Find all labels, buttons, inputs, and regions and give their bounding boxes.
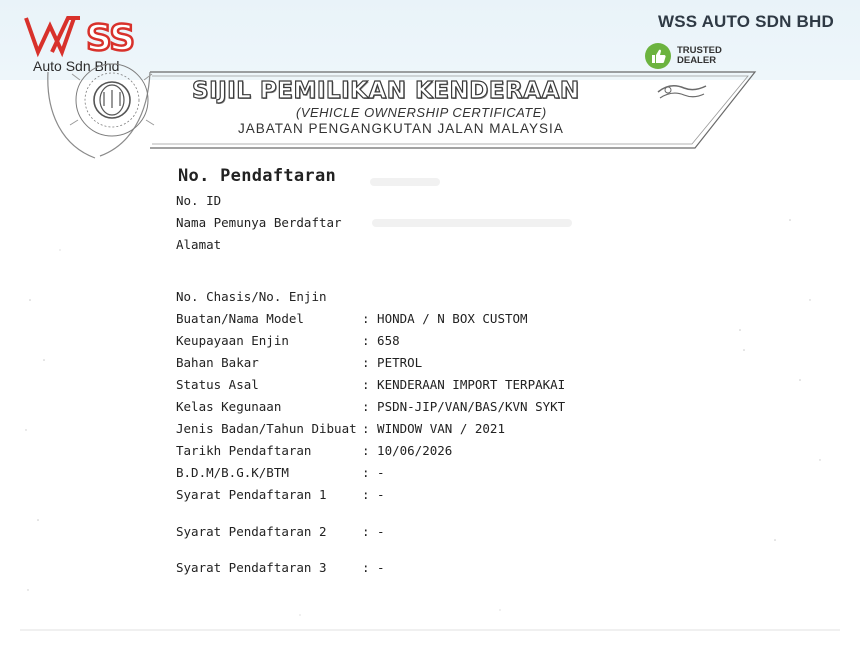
field-value: : - bbox=[362, 487, 385, 502]
field-value: : HONDA / N BOX CUSTOM bbox=[362, 311, 528, 326]
field-value: : PSDN-JIP/VAN/BAS/KVN SYKT bbox=[362, 399, 566, 414]
redacted-registration bbox=[370, 178, 440, 186]
field-value: : WINDOW VAN / 2021 bbox=[362, 421, 505, 436]
field-value: : 10/06/2026 bbox=[362, 443, 453, 458]
id-no-label: No. ID bbox=[176, 193, 222, 208]
field-label: Syarat Pendaftaran 1 bbox=[176, 487, 327, 502]
dealer-name: WSS AUTO SDN BHD bbox=[657, 12, 834, 31]
field-label: B.D.M/B.G.K/BTM bbox=[176, 465, 289, 480]
field-value: : 658 bbox=[362, 333, 400, 348]
logo-subtitle: Auto Sdn Bhd bbox=[33, 58, 120, 74]
field-value: : - bbox=[362, 465, 385, 480]
field-label: Syarat Pendaftaran 2 bbox=[176, 524, 327, 539]
field-label: Jenis Badan/Tahun Dibuat bbox=[176, 421, 357, 436]
field-label: Kelas Kegunaan bbox=[176, 399, 282, 414]
badge-line-2: DEALER bbox=[677, 55, 717, 66]
emblem-icon bbox=[658, 86, 706, 98]
svg-text:SS: SS bbox=[86, 18, 135, 59]
redacted-owner bbox=[372, 219, 572, 227]
badge-line-1: TRUSTED bbox=[677, 45, 722, 56]
field-label: Syarat Pendaftaran 3 bbox=[176, 560, 327, 575]
owner-name-label: Nama Pemunya Berdaftar bbox=[176, 215, 342, 230]
field-label: Status Asal bbox=[176, 377, 259, 392]
field-label: Bahan Bakar bbox=[176, 355, 259, 370]
address-label: Alamat bbox=[176, 237, 222, 252]
field-label: Keupayaan Enjin bbox=[176, 333, 289, 348]
certificate-title: SIJIL PEMILIKAN KENDERAAN bbox=[192, 78, 580, 104]
jpj-crest-icon bbox=[70, 64, 154, 136]
field-value: : - bbox=[362, 524, 385, 539]
certificate-subtitle: (VEHICLE OWNERSHIP CERTIFICATE) bbox=[296, 105, 547, 120]
field-label: Buatan/Nama Model bbox=[176, 311, 304, 326]
certificate-department: JABATAN PENGANGKUTAN JALAN MALAYSIA bbox=[238, 121, 564, 136]
registration-no-label: No. Pendaftaran bbox=[178, 166, 337, 186]
field-value: : PETROL bbox=[362, 355, 423, 370]
field-label: Tarikh Pendaftaran bbox=[176, 443, 312, 458]
chassis-engine-label: No. Chasis/No. Enjin bbox=[176, 289, 327, 304]
field-value: : - bbox=[362, 560, 385, 575]
field-value: : KENDERAAN IMPORT TERPAKAI bbox=[362, 377, 566, 392]
